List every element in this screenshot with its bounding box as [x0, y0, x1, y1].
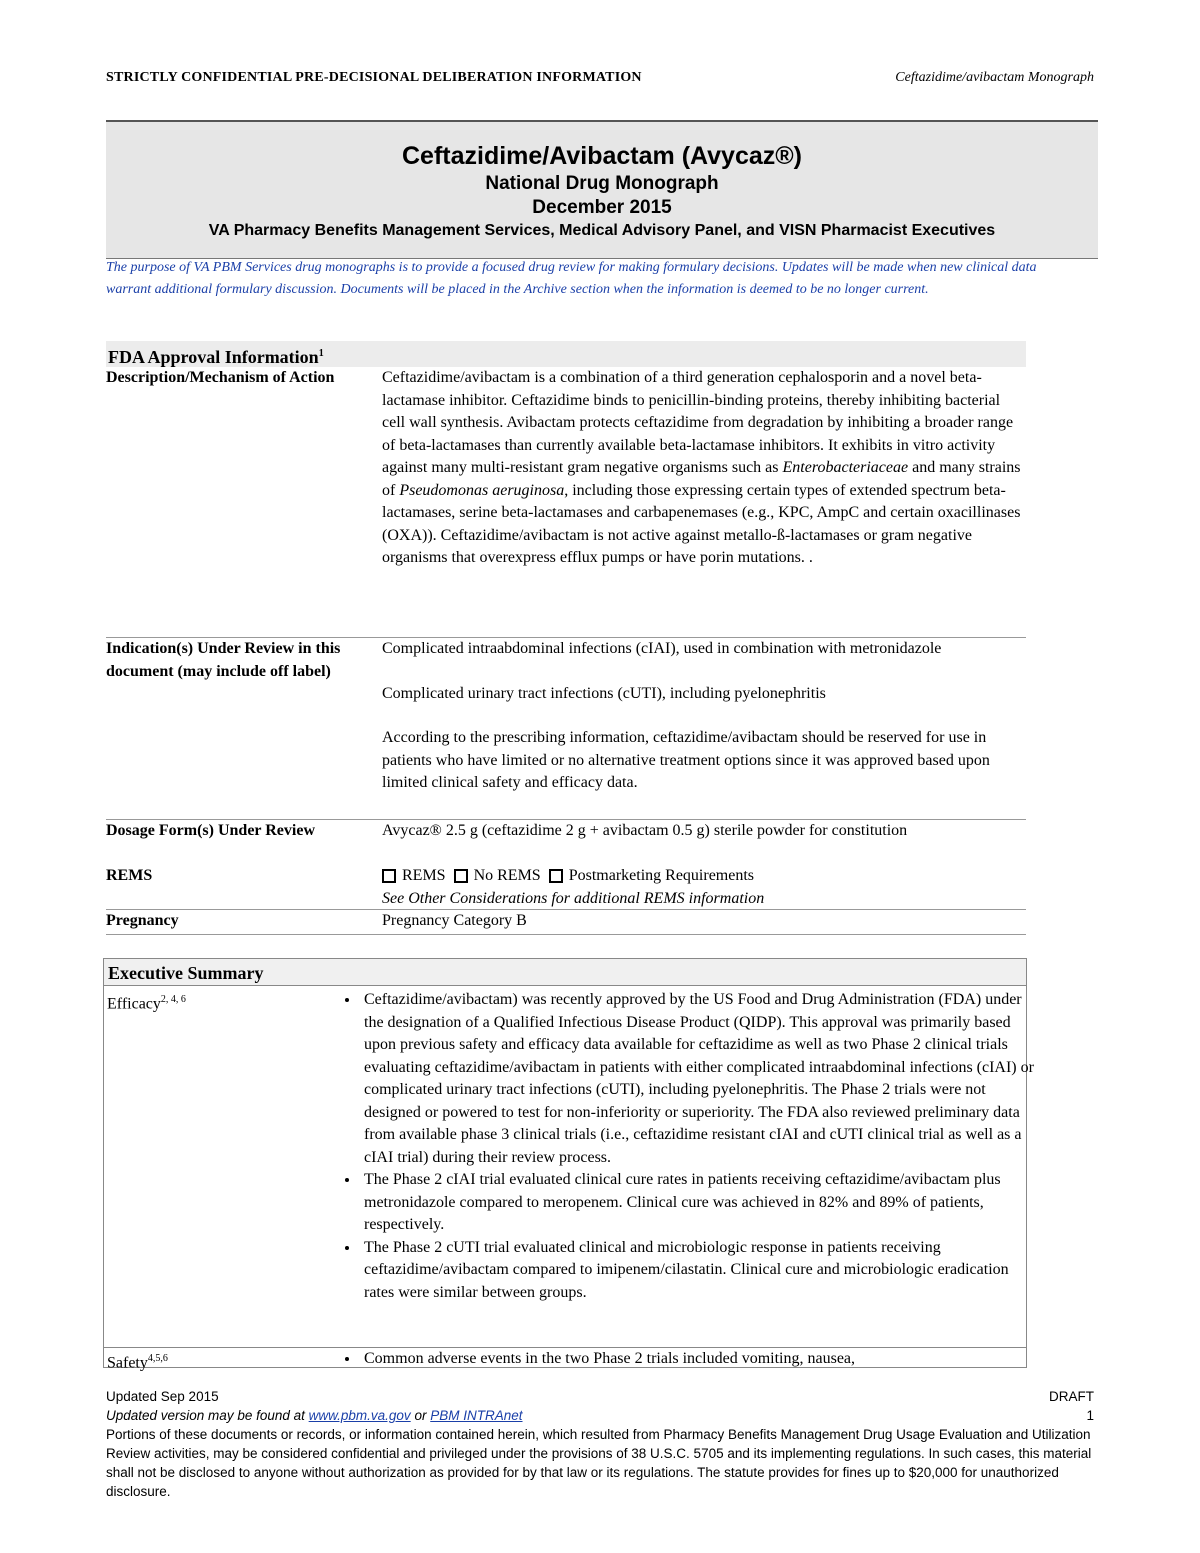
disclaimer: Portions of these documents or records, or information contained herein, which resulted from Pharmacy Benefits Management Drug Usage Evaluation and Utilization Review activities, may be considered confidential and privileged under the provisions of 38 U.S.C. 5705 and its implementing regulations. In such cases, this material shall not be disclosed to anyone without authorization as provided for by that law or its regulations. The statute provides for fines up to $20,000 for unauthorized disclosure.	[106, 1427, 1092, 1499]
safety-label-text: Safety	[107, 1354, 148, 1372]
indication-label: Indication(s) Under Review in this document (may include off label)	[106, 640, 341, 680]
rems-option-label: REMS	[402, 867, 446, 884]
page-footer	[106, 1387, 1094, 1501]
indication-3: According to the prescribing information, ceftazidime/avibactam should be reserved for use in patients who have limited or no alternative treatment options since it was approved based upon limited clinical safety and efficacy data.	[382, 729, 990, 791]
page-number: 1	[1086, 1408, 1094, 1423]
dosage-value: Avycaz® 2.5 g (ceftazidime 2 g + avibactam 0.5 g) sterile powder for constitution	[382, 822, 908, 839]
executive-summary-table	[103, 958, 1034, 1372]
title-block	[106, 120, 1098, 259]
indication-2: Complicated urinary tract infections (cUTI), including pyelonephritis	[382, 684, 826, 702]
rems-options	[382, 865, 1026, 910]
efficacy-label-text: Efficacy	[107, 995, 161, 1013]
dosage-row	[106, 820, 1026, 865]
pbm-intranet-link[interactable]: PBM INTRAnet	[430, 1408, 523, 1423]
mechanism-organism-1: Enterobacteriaceae	[782, 459, 909, 476]
monograph-label: Ceftazidime/avibactam Monograph	[895, 70, 1094, 85]
monograph-date: December 2015	[532, 197, 672, 218]
efficacy-bullet-2: • The Phase 2 cIAI trial evaluated clinical cure rates in patients receiving ceftazidime/avibactam plus metronidazole compared to meropenem. Clinical cure was achieved in 82% and 89% of patients, respectively.	[360, 1169, 1040, 1237]
version-or: or	[414, 1408, 427, 1423]
pregnancy-label: Pregnancy	[106, 912, 179, 929]
safety-bullet-1: • Common adverse events in the two Phase 2 trials included vomiting, nausea,	[360, 1348, 1040, 1371]
updated-date: Updated Sep 2015	[106, 1389, 219, 1404]
safety-list	[336, 1348, 1040, 1371]
drug-title: Ceftazidime/Avibactam (Avycaz®)	[401, 142, 803, 170]
fda-section-heading	[106, 341, 1026, 367]
no-rems-checkbox[interactable]	[454, 869, 468, 883]
mechanism-row	[106, 367, 1026, 638]
efficacy-refs: 2, 4, 6	[160, 994, 186, 1005]
indication-values	[382, 638, 1026, 795]
purpose-statement: The purpose of VA PBM Services drug monographs is to provide a focused drug review for making formulary decisions. Updates will be made when new clinical data warrant additional formulary discussion. Documents will be placed in the Archive section when the information is deemed to be no longer current.	[106, 260, 1037, 297]
mechanism-part1: Ceftazidime/avibactam is a combination of a third generation cephalosporin and a novel beta-lactamase inhibitor. Ceftazidime binds to penicillin-binding proteins, thereby inhibiting bacterial cell wall synthesis. Avibactam protects ceftazidime from degradation by inhibiting a broader range of beta-lactamases than currently available beta-lactamase inhibitors. It exhibits in vitro activity against many multi-resistant gram negative organisms such as	[382, 369, 1014, 476]
efficacy-list	[336, 989, 1040, 1304]
page-header	[106, 70, 1094, 92]
pregnancy-value: Pregnancy Category B	[382, 912, 527, 929]
efficacy-label	[107, 989, 307, 1015]
version-prefix: Updated version may be found at	[106, 1408, 305, 1423]
indication-row	[106, 638, 1026, 820]
no-rems-option-label: No REMS	[473, 867, 541, 884]
fda-approval-table	[106, 341, 1026, 935]
rems-row	[106, 865, 1026, 910]
mechanism-organism-2: Pseudomonas aeruginosa	[399, 481, 565, 499]
efficacy-bullet-1: • Ceftazidime/avibactam) was recently approved by the US Food and Drug Administration (FDA) under the designation of a Qualified Infectious Disease Product (QIDP). This approval was primarily based upon previous safety and efficacy data available for ceftazidime as well as two Phase 2 clinical trials evaluating ceftazidime/avibactam in patients with either complicated intraabdominal infections (cIAI) or complicated urinary tract infections (cUTI), including pyelonephritis. The Phase 2 trials were not designed or powered to test for non-inferiority or superiority. The FDA also reviewed preliminary data from available phase 3 clinical trials (i.e., ceftazidime resistant cIAI and cUTI clinical trial as well as a cIAI trial) during their review process.	[360, 989, 1040, 1169]
pregnancy-row	[106, 910, 1026, 935]
rems-checkbox[interactable]	[382, 869, 396, 883]
fda-heading-ref: 1	[318, 348, 324, 359]
mechanism-text	[382, 367, 1026, 570]
footer-updated-row	[106, 1387, 1094, 1406]
rems-note: See Other Considerations for additional REMS information	[382, 889, 765, 907]
mechanism-label: Description/Mechanism of Action	[106, 369, 335, 386]
safety-label	[107, 1348, 307, 1374]
executive-summary-heading: Executive Summary	[104, 959, 1026, 986]
mechanism-mid: and many strains of	[382, 459, 1021, 499]
postmarketing-option-label: Postmarketing Requirements	[568, 867, 755, 884]
organization: VA Pharmacy Benefits Management Services, Medical Advisory Panel, and VISN Pharmacist Executives	[208, 222, 996, 239]
dosage-label: Dosage Form(s) Under Review	[106, 822, 315, 839]
rems-label: REMS	[106, 867, 153, 884]
footer-version-row	[106, 1406, 1094, 1425]
efficacy-bullet-3: • The Phase 2 cUTI trial evaluated clinical and microbiologic response in patients receiving ceftazidime/avibactam compared to imipenem/cilastatin. Clinical cure and microbiologic eradication rates were similar between groups.	[360, 1237, 1040, 1305]
monograph-subtitle: National Drug Monograph	[485, 173, 719, 194]
confidential-notice: STRICTLY CONFIDENTIAL PRE-DECISIONAL DELIBERATION INFORMATION	[106, 70, 642, 85]
fda-heading-text: FDA Approval Information	[108, 347, 319, 367]
safety-refs: 4,5,6	[147, 1353, 168, 1364]
mechanism-part2: , including those expressing certain types of extended spectrum beta-lactamases, serine beta-lactamases and carbapenemases (e.g., KPC, AmpC and certain oxacillinases (OXA)). Ceftazidime/avibactam is not active against metallo-ß-lactamases or gram negative organisms that overexpress efflux pumps or have porin mutations. .	[382, 481, 1021, 566]
pbm-website-link[interactable]: www.pbm.va.gov	[308, 1408, 411, 1423]
draft-label: DRAFT	[1049, 1389, 1094, 1404]
indication-1: Complicated intraabdominal infections (cIAI), used in combination with metronidazole	[382, 640, 942, 657]
postmarketing-checkbox[interactable]	[549, 869, 563, 883]
